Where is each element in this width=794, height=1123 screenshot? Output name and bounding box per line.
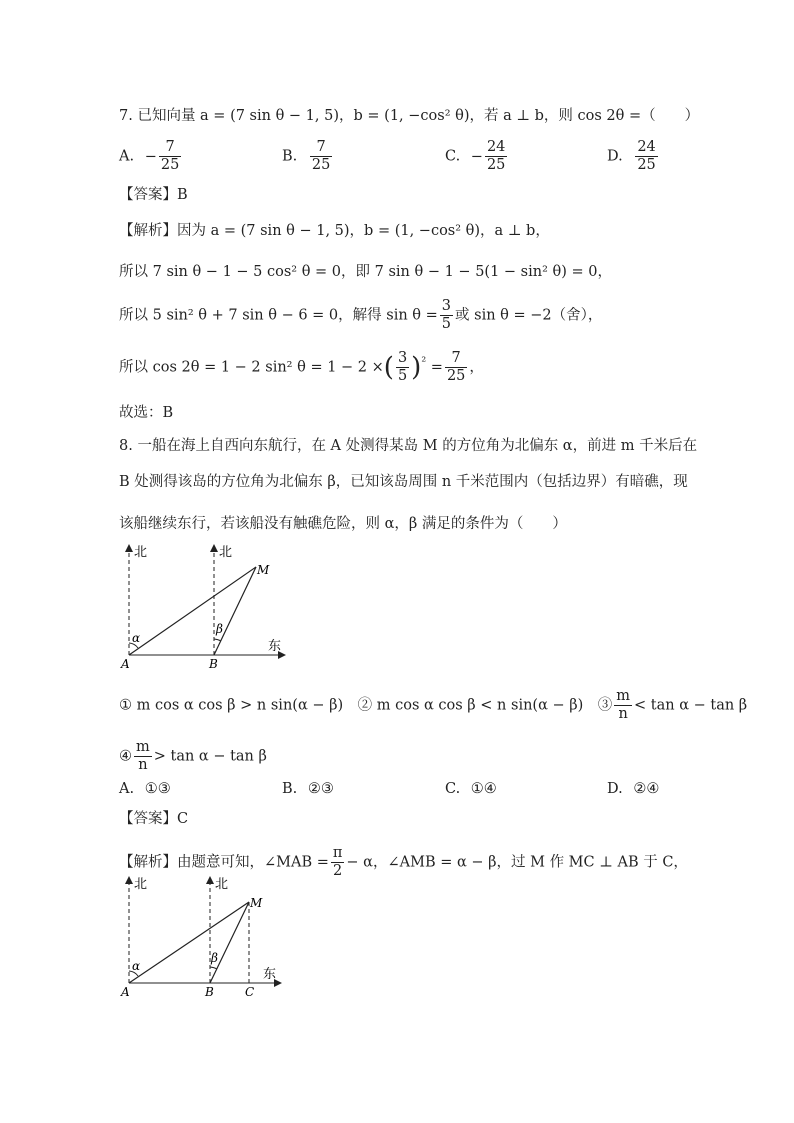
q8-stem-line-1: 8. 一船在海上自西向东航行，在 A 处测得某岛 M 的方位角为北偏东 α，前进 m 千米后在 bbox=[119, 438, 698, 454]
q8-option-c: C. ①④ bbox=[445, 781, 497, 797]
alpha-label: α bbox=[132, 959, 141, 973]
point-a-label: A bbox=[121, 985, 130, 999]
point-b-label: B bbox=[205, 985, 214, 999]
point-m-label: M bbox=[257, 563, 270, 577]
point-c-label: C bbox=[245, 985, 255, 999]
q7-analysis-line-4: 所以 cos 2θ = 1 − 2 sin² θ = 1 − 2 ×( $\frac{3}{5}$ )$^{^2}$ = $\frac{7}{25}$ ， bbox=[119, 350, 484, 384]
q8-figure-2 bbox=[110, 872, 300, 1002]
q8-figure-1 bbox=[110, 538, 300, 673]
north-label-1: 北 bbox=[134, 545, 148, 560]
segment-bm bbox=[210, 902, 249, 983]
point-m-label: M bbox=[250, 896, 263, 910]
q7-analysis-line-2: 所以 7 sin θ − 1 − 5 cos² θ = 0，即 7 sin θ − 1 − 5(1 − sin² θ) = 0， bbox=[119, 264, 612, 280]
q8-option-b: B. ②③ bbox=[282, 781, 334, 797]
q8-stem-line-2: B 处测得该岛的方位角为北偏东 β，已知该岛周围 n 千米范围内（包括边界）有暗礁，现 bbox=[119, 474, 688, 490]
point-a-label: A bbox=[121, 657, 130, 671]
north-label-1: 北 bbox=[134, 877, 148, 892]
point-b-label: B bbox=[209, 657, 218, 671]
beta-label: β bbox=[216, 622, 223, 636]
east-label: 东 bbox=[268, 639, 282, 654]
q7-analysis-line-1: 【解析】因为 a = (7 sin θ − 1, 5)，b = (1, −cos² θ)，a ⊥ b， bbox=[119, 223, 550, 239]
east-label: 东 bbox=[263, 967, 277, 982]
q8-stem-line-3: 该船继续东行，若该船没有触礁危险，则 α，β 满足的条件为（ ） bbox=[119, 516, 567, 532]
q7-answer: 【答案】B bbox=[119, 187, 188, 203]
beta-label: β bbox=[211, 951, 218, 965]
q7-stem: 7. 已知向量 a = (7 sin θ − 1, 5)，b = (1, −cos² θ)，若 a ⊥ b，则 cos 2θ =（ ） bbox=[119, 108, 700, 124]
segment-am bbox=[129, 567, 256, 655]
q8-option-a: A. ①③ bbox=[119, 781, 171, 797]
q7-option-d: D. $\frac{24}{25}$ bbox=[607, 139, 656, 173]
q7-analysis-line-3: 所以 5 sin² θ + 7 sin θ − 6 = 0，解得 sin θ = $\frac{3}{5}$ 或 sin θ = −2（舍）， bbox=[119, 298, 603, 332]
segment-bm bbox=[214, 567, 256, 655]
q8-conditions-line-2: ④ $\frac{m}{n}$ > tan α − tan β bbox=[119, 739, 267, 773]
segment-am bbox=[129, 902, 249, 983]
q7-option-b: B. $\frac{7}{25}$ bbox=[282, 139, 331, 173]
q7-option-c: C. − $\frac{24}{25}$ bbox=[445, 139, 506, 173]
north-label-2: 北 bbox=[219, 545, 233, 560]
north-label-2: 北 bbox=[215, 877, 229, 892]
q7-conclusion: 故选：B bbox=[119, 405, 174, 421]
alpha-label: α bbox=[132, 631, 141, 645]
q7-option-a: A. − $\frac{7}{25}$ bbox=[119, 139, 180, 173]
q8-analysis-line-1: 【解析】由题意可知，∠MAB = $\frac{\pi}{2}$ − α，∠AMB = α − β，过 M 作 MC ⊥ AB 于 C， bbox=[119, 845, 688, 879]
q8-answer: 【答案】C bbox=[119, 811, 189, 827]
q8-option-d: D. ②④ bbox=[607, 781, 660, 797]
q8-conditions-line-1: ① m cos α cos β > n sin(α − β) ② m cos α cos β < n sin(α − β) ③ $\frac{m}{n}$ < tan α − tan β bbox=[119, 688, 748, 722]
